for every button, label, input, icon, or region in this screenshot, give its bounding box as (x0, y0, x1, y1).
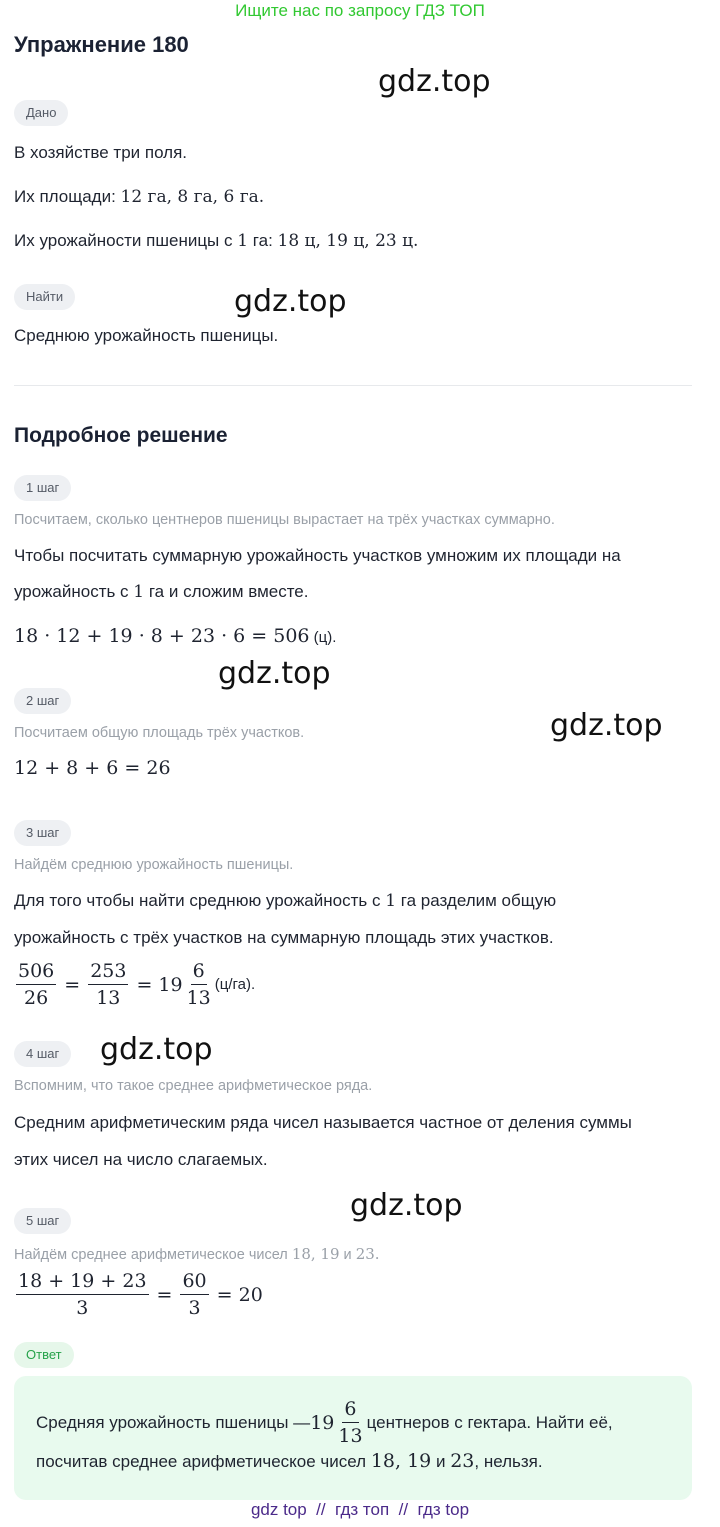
step-3-badge: 3 шаг (14, 820, 71, 846)
fraction-6-13 (185, 960, 213, 1009)
equals-sign: = (64, 973, 81, 996)
step-3-text-1b: га разделим общую (396, 891, 557, 910)
step-2-hint: Посчитаем общую площадь трёх участков. (14, 725, 305, 741)
fraction-sum-3 (16, 1270, 149, 1319)
step-1-unit: (ц). (309, 629, 337, 646)
given-yields: 18 ц, 19 ц, 23 ц. (277, 231, 419, 251)
step-4-text-2: этих чисел на число слагаемых. (14, 1150, 268, 1169)
watermark: gdz.top (100, 1032, 213, 1067)
step-4-hint: Вспомним, что такое среднее арифметическое ряда. (14, 1078, 373, 1094)
answer-text-1a: Средняя урожайность пшеницы — (36, 1412, 311, 1432)
fraction-denominator: 13 (338, 1425, 363, 1447)
step-3-unit: (ц/га). (214, 976, 256, 993)
answer-whole: 19 (310, 1411, 335, 1434)
given-line-3-text: Их урожайности пшеницы с (14, 231, 238, 250)
fraction-numerator: 18 + 19 + 23 (16, 1270, 149, 1295)
step-5-hint-and: и (339, 1247, 356, 1263)
find-badge: Найти (14, 284, 75, 310)
page-title: Упражнение 180 (14, 32, 189, 57)
step-1-formula (14, 625, 336, 647)
step-1-badge: 1 шаг (14, 475, 71, 501)
step-4-text-1: Средним арифметическим ряда чисел называется частное от деления суммы (14, 1113, 632, 1132)
step-5-hint (14, 1245, 380, 1263)
answer-line-2 (36, 1450, 543, 1472)
given-line-1: В хозяйстве три поля. (14, 143, 188, 162)
mixed-whole: 19 (158, 973, 183, 996)
step-5-hint-numbers: 18, 19 (291, 1245, 340, 1263)
step-5-badge: 5 шаг (14, 1208, 71, 1234)
watermark: gdz.top (350, 1188, 463, 1223)
step-1-hint: Посчитаем, сколько центнеров пшеницы вырастает на трёх участках суммарно. (14, 512, 555, 528)
search-banner: Ищите нас по запросу ГДЗ ТОП (235, 1, 485, 20)
fraction-numerator: 506 (16, 960, 56, 985)
step-2-formula: 12 + 8 + 6 = 26 (14, 757, 171, 779)
fraction-denominator: 3 (188, 1297, 201, 1319)
footer-text[interactable]: gdz top // гдз топ // гдз top (250, 1500, 470, 1519)
step-1-math: 18 · 12 + 19 · 8 + 23 · 6 = 506 (14, 625, 310, 647)
step-3-one: 1 (385, 891, 397, 911)
step-1-text-2a: урожайность с (14, 582, 134, 601)
fraction-denominator: 13 (96, 987, 121, 1009)
step-4-badge: 4 шаг (14, 1041, 71, 1067)
fraction-253-13 (88, 960, 128, 1009)
watermark: gdz.top (378, 64, 491, 99)
answer-text-2a: посчитав среднее арифметическое чисел (36, 1452, 371, 1471)
step-1-text-2b: га и сложим вместе. (144, 582, 309, 601)
step-1-text-2 (14, 582, 308, 602)
step-2-badge: 2 шаг (14, 688, 71, 714)
step-5-formula (14, 1270, 263, 1319)
given-line-2-text: Их площади: (14, 187, 121, 206)
answer-line-1 (36, 1398, 613, 1447)
step-5-hint-text: Найдём среднее арифметическое чисел (14, 1247, 292, 1263)
given-line-3-text-2: га: (248, 231, 278, 250)
step-1-one: 1 (133, 582, 145, 602)
answer-text-1b: центнеров с гектара. Найти её, (366, 1412, 613, 1432)
answer-text-2b: , нельзя. (474, 1452, 543, 1471)
step-3-text-1a: Для того чтобы найти среднюю урожайность с (14, 891, 386, 910)
given-one: 1 (237, 231, 249, 251)
step-3-formula (14, 960, 255, 1009)
fraction-numerator: 60 (180, 1270, 208, 1295)
step-3-hint: Найдём среднюю урожайность пшеницы. (14, 857, 294, 873)
fraction-numerator: 6 (191, 960, 207, 985)
fraction-denominator: 13 (186, 987, 211, 1009)
equals-sign: = (136, 973, 153, 996)
fraction-denominator: 26 (24, 987, 49, 1009)
solution-title: Подробное решение (14, 424, 228, 447)
fraction-numerator: 253 (88, 960, 128, 985)
answer-fraction (336, 1398, 364, 1447)
find-text: Среднюю урожайность пшеницы. (14, 326, 279, 345)
step-1-text-1: Чтобы посчитать суммарную урожайность участков умножим их площади на (14, 546, 621, 565)
answer-numbers: 18, 19 (370, 1450, 432, 1472)
footer-links[interactable] (0, 1500, 720, 1520)
fraction-numerator: 6 (342, 1398, 358, 1423)
step-3-text-1 (14, 891, 556, 911)
answer-number: 23 (450, 1450, 475, 1472)
step-5-hint-number: 23. (355, 1245, 380, 1263)
step-5-result: = 20 (216, 1283, 263, 1306)
fraction-506-26 (16, 960, 56, 1009)
answer-box (14, 1376, 692, 1500)
given-line-2 (14, 187, 264, 207)
fraction-60-3 (180, 1270, 208, 1319)
watermark: gdz.top (234, 284, 347, 319)
watermark: gdz.top (550, 708, 663, 743)
given-badge: Дано (14, 100, 68, 126)
watermark: gdz.top (218, 656, 331, 691)
step-3-text-2: урожайность с трёх участков на суммарную площадь этих участков. (14, 928, 554, 947)
equals-sign: = (156, 1283, 173, 1306)
divider (14, 385, 692, 386)
given-line-3 (14, 231, 418, 251)
given-areas: 12 га, 8 га, 6 га. (120, 187, 265, 207)
fraction-denominator: 3 (76, 1297, 89, 1319)
answer-and: и (431, 1452, 451, 1471)
answer-badge: Ответ (14, 1342, 74, 1368)
